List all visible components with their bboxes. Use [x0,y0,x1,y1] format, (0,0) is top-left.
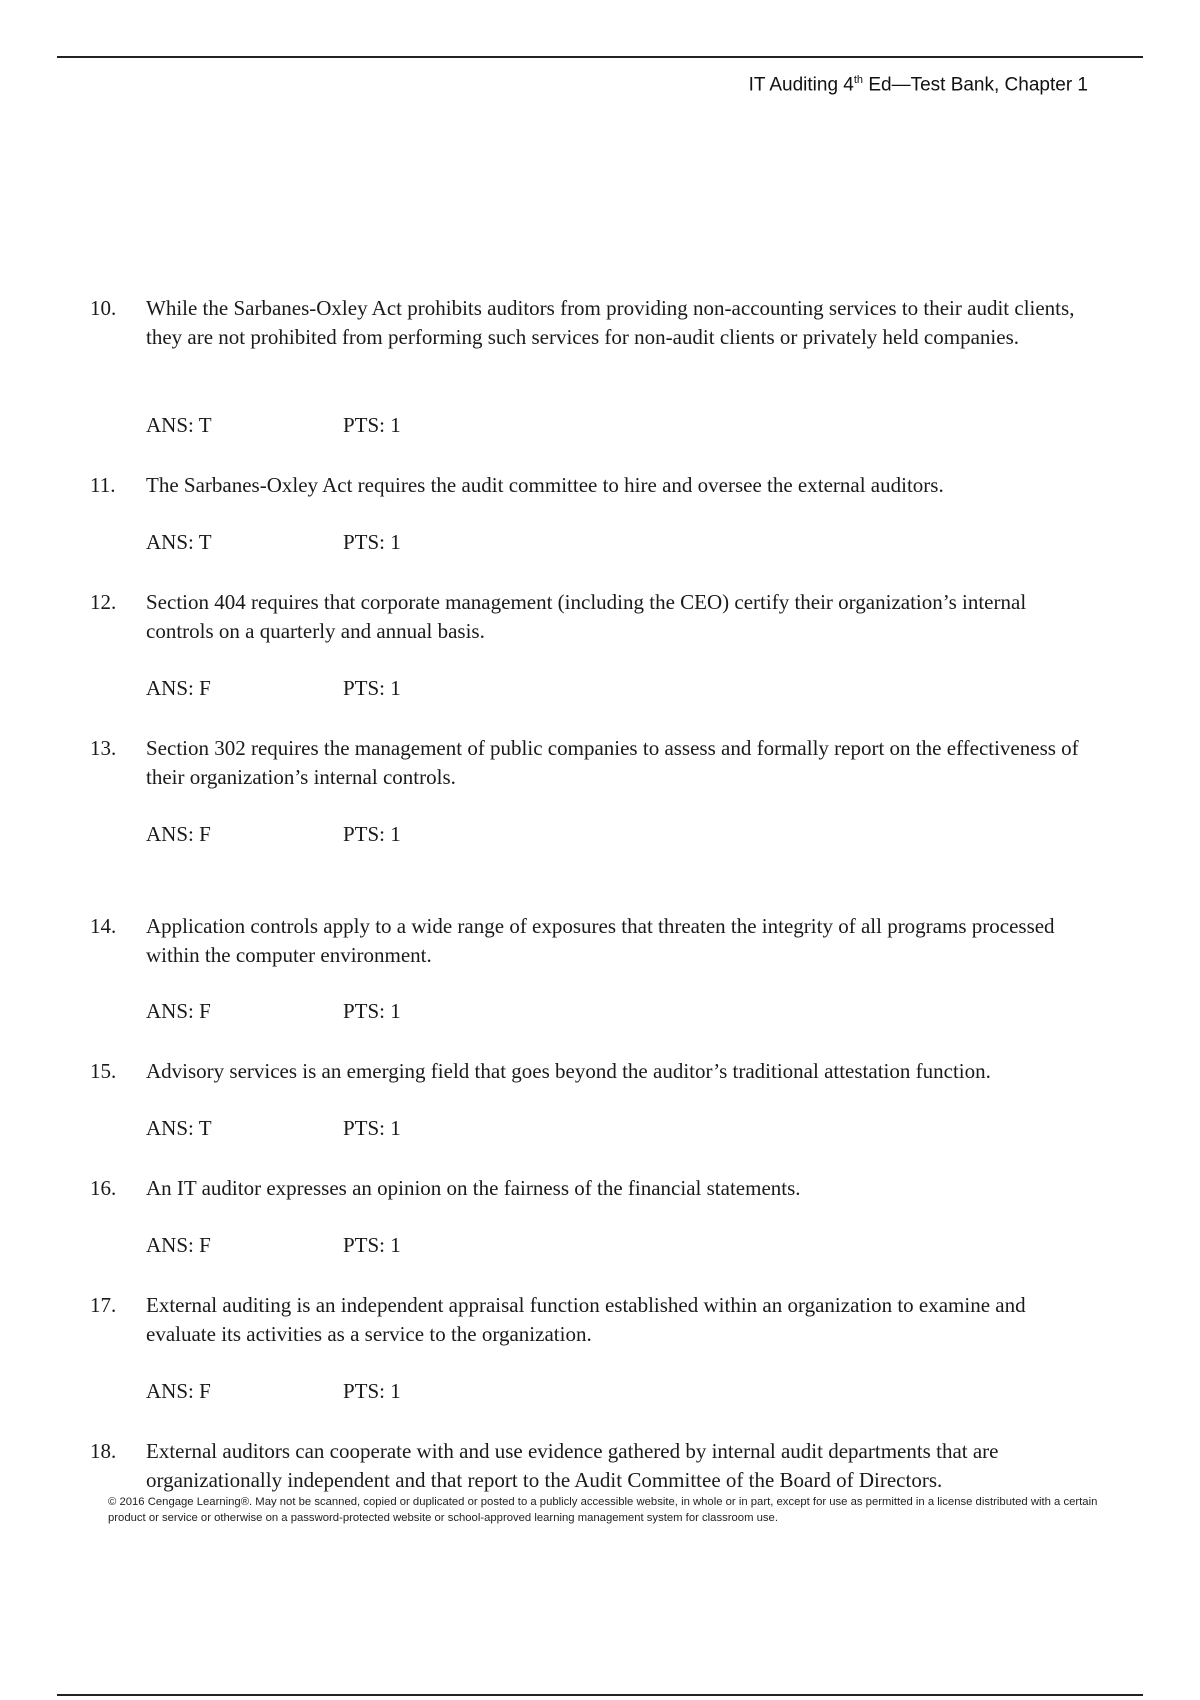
question-text: Application controls apply to a wide range of exposures that threaten the integrity of all programs processed within the computer environment. [146,914,1055,967]
answer: ANS: T [146,413,212,437]
copyright-notice: © 2016 Cengage Learning®. May not be scanned, copied or duplicated or posted to a publicly accessible website, in whole or in part, except for use as permitted in a license distributed with a certain product or service or otherwise on a password-protected website or school-approved learning management system for classroom use. [108,1496,1098,1524]
question-text: While the Sarbanes-Oxley Act prohibits auditors from providing non-accounting services to their audit clients, they are not prohibited from performing such services for non-audit clients or privately held companies. [146,296,1075,349]
answer-line-11 [146,530,401,555]
points: PTS: 1 [343,530,401,554]
question-14 [90,912,1090,970]
answer: ANS: T [146,530,212,554]
question-text: External auditing is an independent appraisal function established within an organization to examine and evaluate its activities as a service to the organization. [146,1293,1026,1346]
answer: ANS: T [146,1116,212,1140]
answer-line-13 [146,822,401,847]
answer-line-17 [146,1379,401,1404]
points: PTS: 1 [343,413,401,437]
question-text: Section 404 requires that corporate management (including the CEO) certify their organization’s internal controls on a quarterly and annual basis. [146,590,1027,643]
points: PTS: 1 [343,676,401,700]
question-number: 14. [90,914,117,938]
answer-line-16 [146,1233,401,1258]
points: PTS: 1 [343,999,401,1023]
answer: ANS: F [146,822,211,846]
points: PTS: 1 [343,1379,401,1403]
points: PTS: 1 [343,1233,401,1257]
question-18 [90,1437,1090,1495]
answer: ANS: F [146,999,211,1023]
question-number: 16. [90,1176,117,1200]
question-17 [90,1291,1090,1349]
question-13 [90,734,1090,792]
question-text: Advisory services is an emerging field that goes beyond the auditor’s traditional attestation function. [146,1059,991,1083]
question-number: 11. [90,473,116,497]
answer-line-10 [146,413,401,438]
answer-line-15 [146,1116,401,1141]
question-text: The Sarbanes-Oxley Act requires the audit committee to hire and oversee the external auditors. [146,473,944,497]
footer-rule [57,1694,1143,1696]
question-15 [90,1057,1090,1086]
question-12 [90,588,1090,646]
question-number: 15. [90,1059,117,1083]
points: PTS: 1 [343,822,401,846]
answer-line-12 [146,676,401,701]
question-number: 13. [90,736,117,760]
points: PTS: 1 [343,1116,401,1140]
question-10 [90,294,1090,352]
header-rule [57,56,1143,58]
answer-line-14 [146,999,401,1024]
question-text: Section 302 requires the management of public companies to assess and formally report on the effectiveness of their organization’s internal controls. [146,736,1079,789]
answer: ANS: F [146,1379,211,1403]
page-header: IT Auditing 4th Ed—Test Bank, Chapter 1 [748,74,1088,96]
question-text: External auditors can cooperate with and use evidence gathered by internal audit departments that are organizationally independent and that report to the Audit Committee of the Board of Directors. [146,1439,999,1492]
answer: ANS: F [146,676,211,700]
question-11 [90,471,1090,500]
question-text: An IT auditor expresses an opinion on the fairness of the financial statements. [146,1176,801,1200]
question-number: 18. [90,1439,117,1463]
question-16 [90,1174,1090,1203]
answer: ANS: F [146,1233,211,1257]
question-number: 17. [90,1293,117,1317]
question-number: 10. [90,296,117,320]
question-number: 12. [90,590,117,614]
